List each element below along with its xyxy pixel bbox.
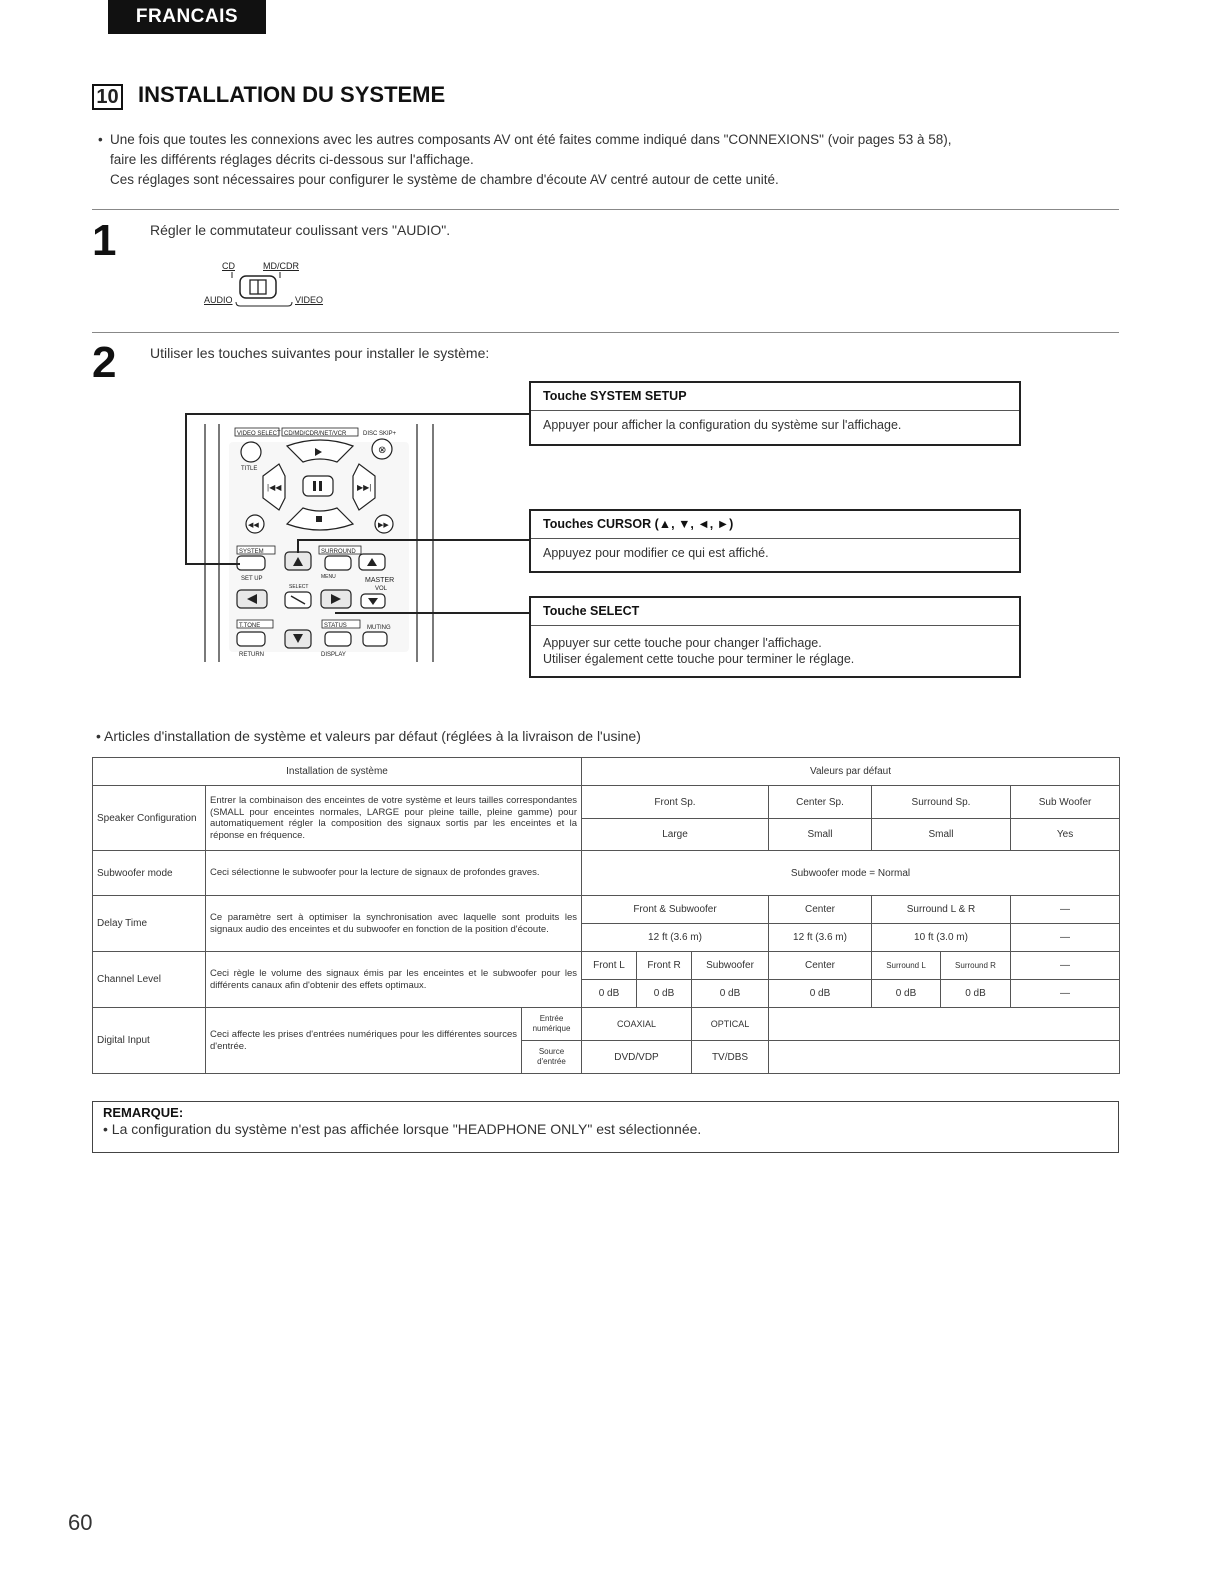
remark-text: • La configuration du système n'est pas affichée lorsque "HEADPHONE ONLY" est sélectionnée.: [103, 1121, 702, 1137]
svg-text:▶▶: ▶▶: [378, 522, 389, 529]
step-1-text: Régler le commutateur coulissant vers "AUDIO".: [150, 222, 451, 238]
table-cell: Entrée numérique: [522, 1008, 582, 1041]
step-2-text: Utiliser les touches suivantes pour installer le système:: [150, 345, 490, 361]
callout-text: Appuyer pour afficher la configuration du système sur l'affichage.: [543, 418, 902, 432]
table-header: Installation de système: [93, 758, 582, 786]
row-label: Subwoofer mode: [93, 851, 206, 896]
page-number: 60: [68, 1510, 93, 1535]
connector-line: [297, 539, 530, 541]
callout-cursor: [529, 509, 1021, 573]
table-cell: —: [1011, 924, 1120, 952]
return-label: RETURN: [239, 652, 264, 658]
table-cell: Subwoofer: [692, 952, 769, 980]
table-cell: —: [1011, 980, 1120, 1008]
table-cell: Subwoofer mode = Normal: [582, 851, 1120, 896]
menu-label: MENU: [321, 574, 336, 580]
callout-text: Appuyer sur cette touche pour changer l'affichage.: [543, 636, 822, 650]
step-1-number: 1: [92, 216, 117, 265]
surround-label: SURROUND: [321, 549, 356, 555]
table-cell: Center Sp.: [769, 786, 872, 819]
intro-line-3: Ces réglages sont nécessaires pour configurer le système de chambre d'écoute AV centré autour de cette unité.: [110, 172, 779, 187]
callout-text: Appuyez pour modifier ce qui est affiché.: [543, 546, 769, 560]
table-cell: 0 dB: [637, 980, 692, 1008]
table-cell: Front Sp.: [582, 786, 769, 819]
table-cell: —: [1011, 896, 1120, 924]
master-label: MASTER: [365, 577, 395, 584]
table-cell: Surround L & R: [872, 896, 1011, 924]
remote-control-icon: [185, 412, 445, 664]
connector-line: [185, 413, 530, 415]
divider: [92, 209, 1119, 210]
row-label: Digital Input: [93, 1008, 206, 1074]
switch-label-cd: CD: [222, 261, 235, 271]
table-cell: Center: [769, 896, 872, 924]
slide-switch-icon: [200, 258, 330, 308]
table-cell: DVD/VDP: [582, 1041, 692, 1074]
table-cell: 0 dB: [582, 980, 637, 1008]
table-cell: 12 ft (3.6 m): [769, 924, 872, 952]
intro-bullet: •: [98, 132, 103, 147]
vol-label: VOL: [375, 586, 388, 592]
switch-label-video: VIDEO: [295, 295, 324, 305]
row-label: Delay Time: [93, 896, 206, 952]
table-cell: TV/DBS: [692, 1041, 769, 1074]
settings-heading: • Articles d'installation de système et valeurs par défaut (réglées à la livraison de l'usine): [96, 728, 641, 744]
table-cell: Yes: [1011, 819, 1120, 851]
intro-paragraph: [98, 130, 1128, 190]
svg-text:◀◀: ◀◀: [248, 522, 259, 529]
table-cell: Large: [582, 819, 769, 851]
remark-title: REMARQUE:: [103, 1105, 184, 1120]
muting-label: MUTING: [367, 625, 391, 631]
remark-box: [92, 1101, 1119, 1153]
callout-title: Touche SELECT: [531, 598, 1019, 626]
table-cell: Surround Sp.: [872, 786, 1011, 819]
table-cell: OPTICAL: [692, 1008, 769, 1041]
callout-text: Utiliser également cette touche pour terminer le réglage.: [543, 652, 855, 666]
row-description: Ceci sélectionne le subwoofer pour la lecture de signaux de profondes graves.: [206, 851, 582, 896]
row-description: Ceci affecte les prises d'entrées numériques pour les différentes sources d'entrée.: [206, 1008, 522, 1074]
cd-cdr-label: CD/MD/CDR/NET/VCR: [284, 431, 347, 437]
table-cell: 0 dB: [872, 980, 941, 1008]
section-number: 10: [92, 84, 123, 110]
row-description: Entrer la combinaison des enceintes de votre système et leurs tailles correspondantes (SMALL pour enceintes normales, LARGE pour pleine taille, pleine gamme) pour automatiquement régler la composition des signaux sortis par les enceintes et la réponse en fréquence.: [206, 786, 582, 851]
display-label: DISPLAY: [321, 652, 346, 658]
video-select-label: VIDEO SELECT: [237, 431, 281, 437]
table-header: Valeurs par défaut: [582, 758, 1120, 786]
table-cell: Small: [872, 819, 1011, 851]
disc-skip-label: DISC SKIP+: [363, 431, 397, 437]
connector-line: [335, 612, 530, 614]
divider: [92, 332, 1119, 333]
table-cell: Front R: [637, 952, 692, 980]
table-cell: COAXIAL: [582, 1008, 692, 1041]
switch-label-mdcdr: MD/CDR: [263, 261, 299, 271]
table-cell: 10 ft (3.0 m): [872, 924, 1011, 952]
table-cell: Surround L: [872, 952, 941, 980]
ttone-label: T.TONE: [239, 623, 261, 629]
table-cell: 0 dB: [692, 980, 769, 1008]
select-label: SELECT: [289, 584, 309, 590]
connector-line: [297, 539, 299, 553]
connector-line: [185, 413, 187, 564]
intro-line-2: faire les différents réglages décrits ci-dessous sur l'affichage.: [110, 152, 474, 167]
table-cell: Sub Woofer: [1011, 786, 1120, 819]
callout-title: Touche SYSTEM SETUP: [531, 383, 1019, 411]
table-cell: Center: [769, 952, 872, 980]
step-2-number: 2: [92, 338, 117, 387]
svg-text:|◀◀: |◀◀: [267, 483, 282, 492]
row-description: Ce paramètre sert à optimiser la synchronisation avec laquelle sont produits les signaux audio des enceintes et du subwoofer en fonction de la position d'écoute.: [206, 896, 582, 952]
table-cell: 0 dB: [941, 980, 1011, 1008]
table-cell: Small: [769, 819, 872, 851]
system-label: SYSTEM: [239, 549, 264, 555]
table-cell: —: [1011, 952, 1120, 980]
table-cell: [769, 1041, 1120, 1074]
callout-title: Touches CURSOR (▲, ▼, ◄, ►): [531, 511, 1019, 539]
callout-select: [529, 596, 1021, 678]
row-label: Speaker Configuration: [93, 786, 206, 851]
switch-label-audio: AUDIO: [204, 295, 233, 305]
settings-table: [92, 757, 1120, 1074]
table-cell: Surround R: [941, 952, 1011, 980]
status-label: STATUS: [324, 623, 347, 629]
table-cell: [769, 1008, 1120, 1041]
svg-text:▶▶|: ▶▶|: [357, 483, 372, 492]
intro-line-1: Une fois que toutes les connexions avec les autres composants AV ont été faites comme indiqué dans "CONNEXIONS" (voir pages 53 à 58),: [110, 132, 952, 147]
slide-switch-diagram: [200, 258, 330, 308]
table-cell: Front & Subwoofer: [582, 896, 769, 924]
table-cell: Front L: [582, 952, 637, 980]
language-tab: FRANCAIS: [108, 0, 266, 34]
connector-line: [185, 563, 240, 565]
table-cell: Source d'entrée: [522, 1041, 582, 1074]
table-cell: 12 ft (3.6 m): [582, 924, 769, 952]
svg-text:⊗: ⊗: [378, 445, 387, 456]
row-description: Ceci règle le volume des signaux émis par les enceintes et le subwoofer pour les différents canaux afin d'obtenir des effets optimaux.: [206, 952, 582, 1008]
table-cell: 0 dB: [769, 980, 872, 1008]
callout-system-setup: [529, 381, 1021, 446]
title-label: TITLE: [241, 466, 258, 472]
row-label: Channel Level: [93, 952, 206, 1008]
section-title: INSTALLATION DU SYSTEME: [138, 82, 446, 107]
remote-control-diagram: [185, 412, 445, 664]
setup-label: SET UP: [241, 576, 263, 582]
